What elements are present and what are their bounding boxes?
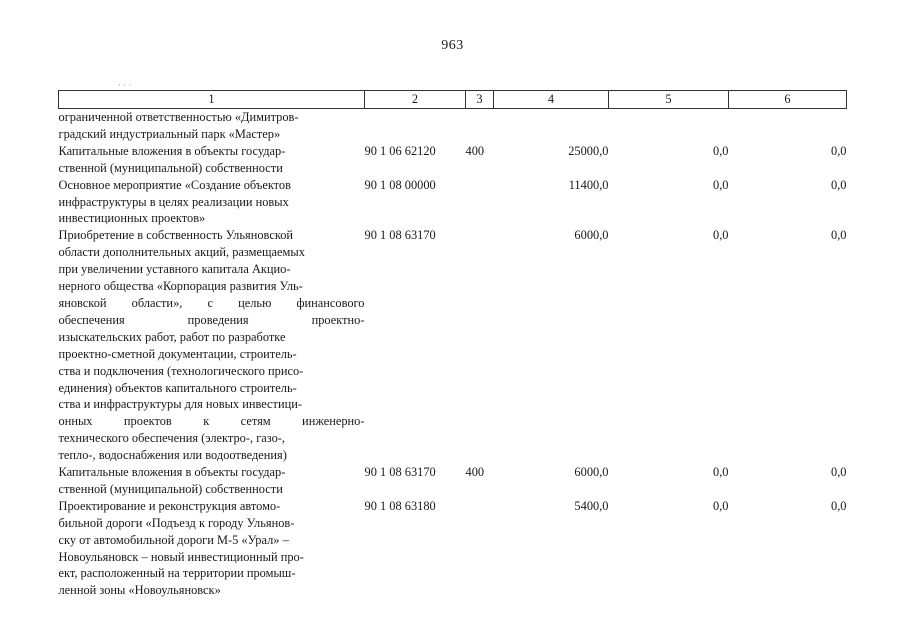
row-name-line: инвестиционных проектов» [58, 211, 206, 226]
row-name-line: ленной зоны «Новоульяновск» [58, 583, 221, 598]
row-amount-year1-cell [494, 109, 609, 143]
table-row [59, 143, 847, 177]
row-amount-year1-cell: 25000,0 [568, 143, 609, 158]
table-body [59, 109, 847, 600]
row-expense-type-cell [466, 177, 494, 228]
row-name-line: бильной дороги «Подъезд к городу Ульянов- [58, 515, 295, 530]
row-name-line: Капитальные вложения в объекты государ- [58, 465, 286, 480]
row-amount-year1-cell: 11400,0 [568, 177, 609, 192]
row-name-line: инфраструктуры в целях реализации новых [58, 194, 289, 209]
table-row [59, 464, 847, 498]
row-amount-year1-cell: 6000,0 [574, 228, 609, 243]
scan-speck: · · · [118, 80, 132, 90]
row-amount-year2-cell: 0,0 [713, 465, 729, 480]
row-expense-type-cell [466, 109, 494, 143]
row-amount-year3-cell [729, 109, 847, 143]
column-header-6: 6 [729, 91, 847, 109]
row-name-line: ограниченной ответственностью «Димитров- [58, 110, 299, 124]
row-expense-type-cell [466, 227, 494, 464]
row-code-cell: 90 1 06 62120 [364, 143, 436, 158]
row-name-line: области дополнительных акций, размещаемых [58, 245, 305, 260]
row-amount-year2-cell [609, 109, 729, 143]
row-amount-year3-cell: 0,0 [831, 143, 847, 158]
row-name-line: ственной (муниципальной) собственности [58, 160, 283, 175]
column-header-1: 1 [59, 91, 365, 109]
row-amount-year2-cell: 0,0 [713, 498, 729, 513]
row-name-line: ства и инфраструктуры для новых инвестици- [58, 397, 302, 412]
row-name-line: Новоульяновск – новый инвестиционный про- [58, 549, 304, 564]
row-code-cell: 90 1 08 63170 [364, 465, 436, 480]
row-name-line: изыскательских работ, работ по разработке [58, 329, 286, 344]
row-name-line: Приобретение в собственность Ульяновской [58, 228, 294, 243]
column-header-2: 2 [365, 91, 466, 109]
row-name-line: онных проектов к сетям инженерно- [58, 414, 365, 429]
row-amount-year3-cell: 0,0 [831, 228, 847, 243]
row-name-cell [59, 143, 365, 177]
table-row [59, 498, 847, 599]
budget-table [58, 90, 847, 599]
row-name-cell [59, 227, 365, 464]
row-amount-year3-cell: 0,0 [831, 465, 847, 480]
row-expense-type-cell: 400 [465, 143, 485, 158]
column-header-4: 4 [494, 91, 609, 109]
row-code-cell: 90 1 08 63180 [364, 498, 436, 513]
row-name-line: обеспечения проведения проектно- [58, 312, 365, 327]
page-number: 963 [441, 38, 464, 53]
row-name-cell [59, 464, 365, 498]
table-row [59, 109, 847, 143]
row-name-line: проектно-сметной документации, строитель- [58, 346, 297, 361]
row-name-line: ства и подключения (технологического присо- [58, 363, 304, 378]
row-name-line: при увеличении уставного капитала Акцио- [58, 262, 291, 277]
table-row [59, 227, 847, 464]
row-name-line: ственной (муниципальной) собственности [58, 481, 283, 496]
row-amount-year3-cell: 0,0 [831, 498, 847, 513]
row-name-cell [59, 498, 365, 599]
row-amount-year3-cell: 0,0 [831, 177, 847, 192]
row-name-line: технического обеспечения (электро-, газо-, [58, 431, 286, 446]
row-name-cell [59, 177, 365, 228]
row-amount-year2-cell: 0,0 [713, 228, 729, 243]
row-name-line: Основное мероприятие «Создание объектов [58, 177, 291, 192]
row-name-line: яновской области», с целью финансового [58, 295, 365, 310]
row-expense-type-cell: 400 [465, 465, 485, 480]
row-amount-year1-cell: 6000,0 [574, 465, 609, 480]
row-name-line: нерного общества «Корпорация развития Уль- [58, 279, 303, 294]
column-header-3: 3 [466, 91, 494, 109]
row-amount-year1-cell: 5400,0 [574, 498, 609, 513]
row-expense-type-cell [466, 498, 494, 599]
row-amount-year2-cell: 0,0 [713, 177, 729, 192]
row-name-line: тепло-, водоснабжения или водоотведения) [58, 448, 287, 463]
column-header-5: 5 [609, 91, 729, 109]
header-row [59, 91, 847, 109]
row-name-cell [59, 109, 365, 143]
row-code-cell: 90 1 08 63170 [364, 228, 436, 243]
row-name-line: Капитальные вложения в объекты государ- [58, 143, 286, 158]
row-name-line: Проектирование и реконструкция автомо- [58, 498, 281, 513]
row-code-cell [365, 109, 466, 143]
row-name-line: единения) объектов капитального строитель- [58, 380, 297, 395]
row-name-line: градский индустриальный парк «Мастер» [58, 126, 281, 141]
row-amount-year2-cell: 0,0 [713, 143, 729, 158]
table-row [59, 177, 847, 228]
row-name-line: ект, расположенный на территории промыш- [58, 566, 296, 581]
row-code-cell: 90 1 08 00000 [364, 177, 436, 192]
row-name-line: ску от автомобильной дороги М-5 «Урал» – [58, 532, 289, 547]
